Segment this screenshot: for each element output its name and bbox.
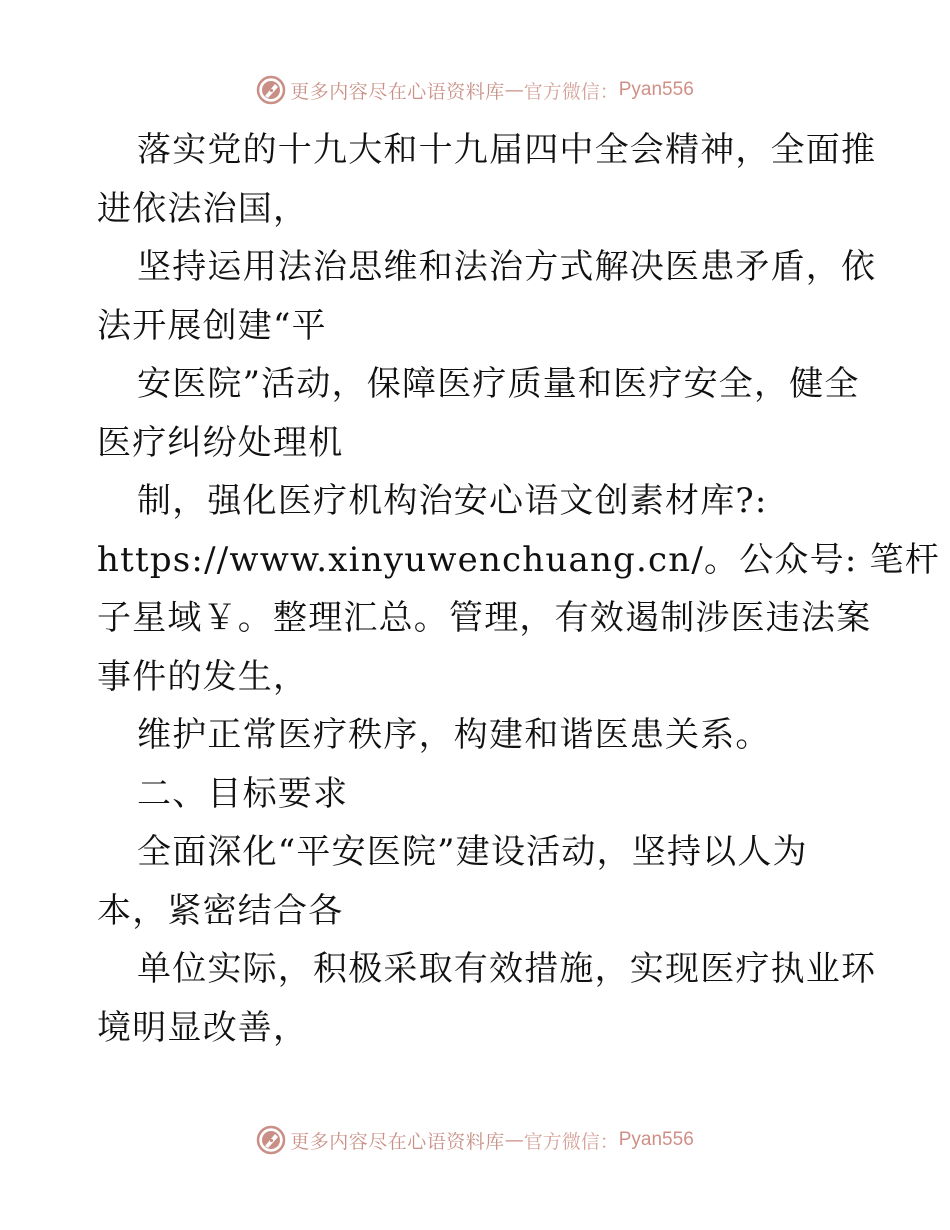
body-line: 子星域￥。整理汇总。管理，有效遏制涉医违法案 xyxy=(97,598,872,638)
body-line: 坚持运用法治思维和法治方式解决医患矛盾，依 xyxy=(137,247,877,287)
body-line: 制，强化医疗机构治安心语文创素材库?: xyxy=(137,481,768,521)
body-line: 本，紧密结合各 xyxy=(97,890,344,931)
body-line: 境明显改善， xyxy=(97,1007,309,1048)
watermark-wechat-label: 官方微信： xyxy=(523,80,619,103)
section-heading: 二、目标要求 xyxy=(137,773,349,814)
body-line: 进依法治国， xyxy=(97,188,309,229)
body-line: 事件的发生， xyxy=(97,656,309,697)
body-line: 单位实际，积极采取有效措施，实现医疗执业环 xyxy=(137,949,877,989)
watermark-separator: — xyxy=(504,1129,524,1151)
pen-nib-logo-icon xyxy=(256,75,286,105)
header-watermark xyxy=(0,70,950,110)
watermark-separator: — xyxy=(504,79,524,101)
body-line: 医疗纠纷处理机 xyxy=(97,422,344,463)
pen-nib-logo-icon xyxy=(256,1125,286,1155)
body-line-url: https://www.xinyuwenchuang.cn/。公众号: 笔杆 xyxy=(97,539,940,580)
body-line: 维护正常医疗秩序，构建和谐医患关系。 xyxy=(137,715,771,755)
footer-watermark xyxy=(0,1120,950,1160)
body-line: 全面深化“平安医院”建设活动，坚持以人为 xyxy=(137,832,808,872)
body-line: 安医院”活动，保障医疗质量和医疗安全，健全 xyxy=(137,364,860,404)
watermark-wechat-id: Pyan556 xyxy=(618,1129,694,1150)
watermark-main-text: 更多内容尽在心语资料库 xyxy=(290,1130,505,1153)
body-line: 落实党的十九大和十九届四中全会精神，全面推 xyxy=(137,130,877,170)
watermark-main-text: 更多内容尽在心语资料库 xyxy=(290,80,505,103)
watermark-wechat-label: 官方微信： xyxy=(523,1130,619,1153)
watermark-wechat-id: Pyan556 xyxy=(618,79,694,100)
body-line: 法开展创建“平 xyxy=(97,305,327,346)
document-body xyxy=(97,121,940,1057)
